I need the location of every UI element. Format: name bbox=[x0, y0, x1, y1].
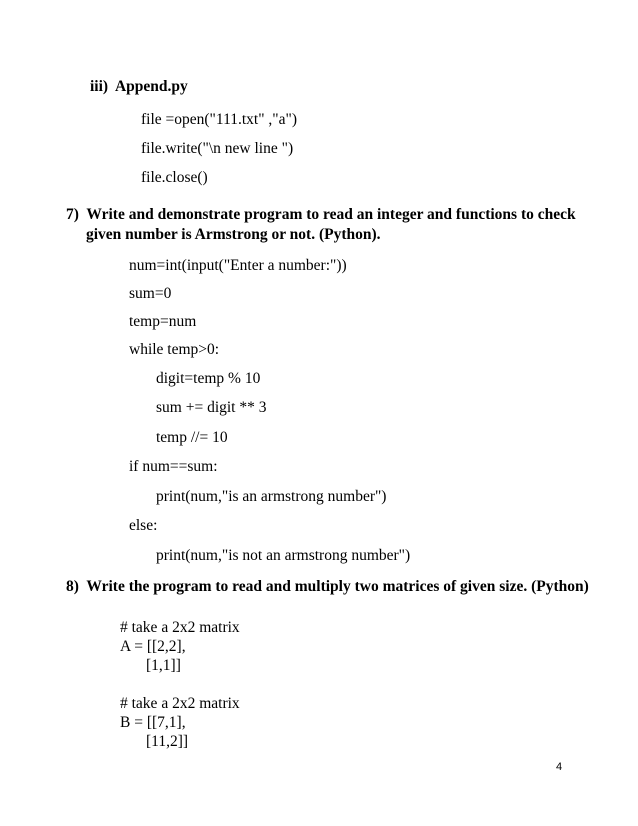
code-line: # take a 2x2 matrix bbox=[120, 619, 240, 636]
code-line: temp=num bbox=[129, 313, 197, 330]
code-line: B = [[7,1], bbox=[120, 714, 186, 731]
code-line: file.write("\n new line ") bbox=[141, 140, 294, 157]
code-line: sum += digit ** 3 bbox=[156, 399, 267, 416]
code-line: print(num,"is an armstrong number") bbox=[156, 488, 387, 505]
code-line: # take a 2x2 matrix bbox=[120, 695, 240, 712]
code-line: while temp>0: bbox=[129, 341, 220, 358]
code-line: file.close() bbox=[141, 169, 208, 186]
code-line: if num==sum: bbox=[129, 458, 218, 475]
code-line: print(num,"is not an armstrong number") bbox=[156, 547, 411, 564]
code-line: num=int(input("Enter a number:")) bbox=[129, 257, 347, 274]
question-7-heading-line-1: 7) Write and demonstrate program to read an integer and functions to check bbox=[66, 206, 576, 223]
code-line: A = [[2,2], bbox=[120, 638, 186, 655]
code-line: digit=temp % 10 bbox=[156, 370, 261, 387]
code-line: file =open("111.txt" ,"a") bbox=[141, 111, 297, 128]
page-number: 4 bbox=[556, 761, 563, 773]
code-line: [11,2]] bbox=[146, 733, 189, 750]
code-line: temp //= 10 bbox=[156, 429, 228, 446]
question-8-heading: 8) Write the program to read and multiply two matrices of given size. (Python) bbox=[66, 578, 589, 595]
section-heading-append: iii) Append.py bbox=[90, 78, 188, 95]
question-7-heading-line-2: given number is Armstrong or not. (Python). bbox=[86, 226, 381, 243]
code-line: [1,1]] bbox=[146, 657, 181, 674]
code-line: sum=0 bbox=[129, 285, 172, 302]
code-line: else: bbox=[129, 517, 158, 534]
